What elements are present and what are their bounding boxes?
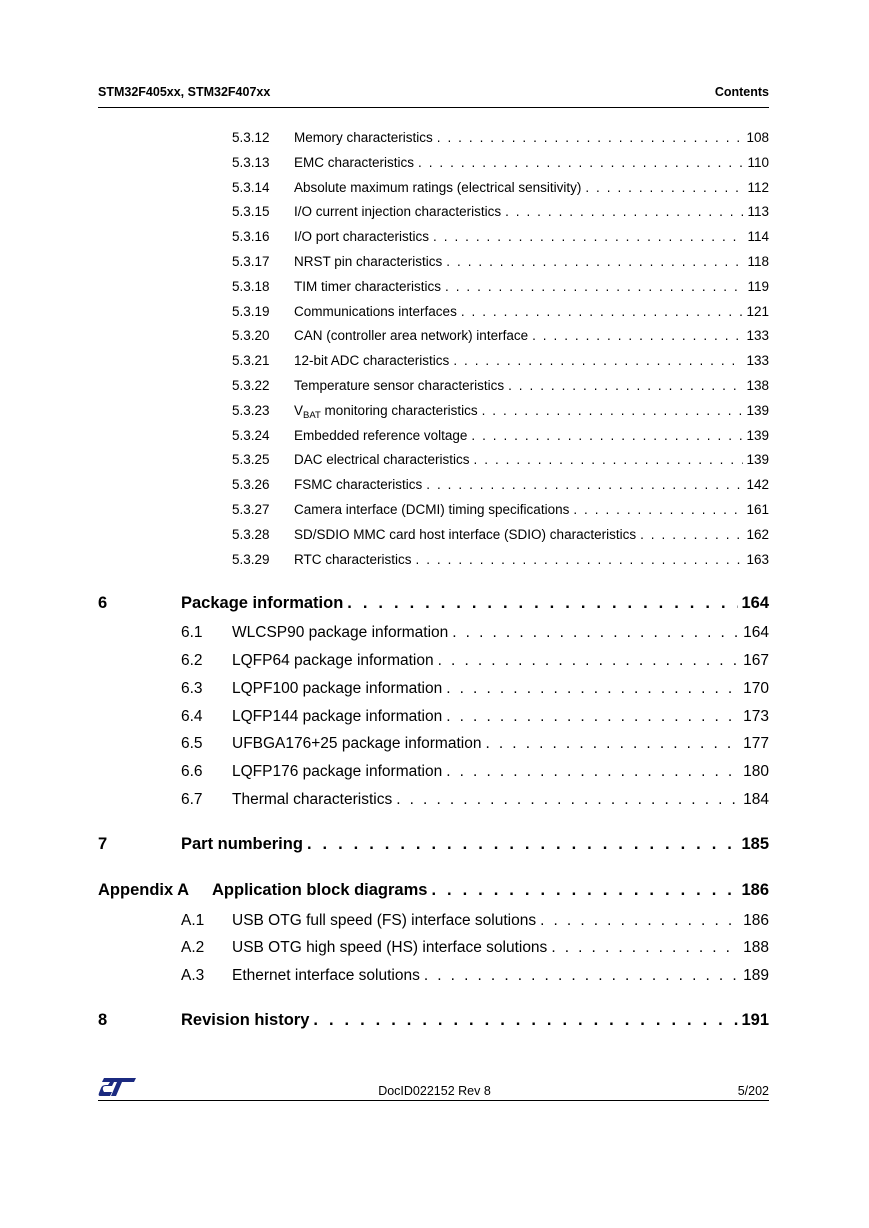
entry-title: Absolute maximum ratings (electrical sensitivity)	[294, 180, 582, 195]
toc-entry-5-3-22[interactable]	[232, 378, 769, 396]
dot-leader	[438, 652, 741, 670]
entry-number: 6.5	[181, 735, 203, 752]
dot-leader	[307, 835, 739, 854]
entry-number: 5.3.26	[232, 477, 270, 492]
toc-entry-6-3[interactable]	[181, 680, 769, 700]
entry-title: 12-bit ADC characteristics	[294, 353, 450, 368]
toc-entry-a-2[interactable]	[181, 939, 769, 959]
dot-leader	[551, 939, 740, 957]
chapter-page: 186	[741, 881, 769, 899]
toc-entry-5-3-15[interactable]	[232, 204, 769, 222]
entry-number: 5.3.13	[232, 155, 270, 170]
dot-leader	[640, 527, 743, 542]
toc-entry-6-5[interactable]	[181, 735, 769, 755]
chapter-number: Appendix A	[98, 881, 190, 899]
dot-leader	[437, 130, 744, 145]
header-doc-title: STM32F405xx, STM32F407xx	[98, 85, 271, 99]
toc-entry-6-1[interactable]	[181, 624, 769, 644]
entry-title: TIM timer characteristics	[294, 279, 442, 294]
chapter-title: Revision history	[181, 1011, 310, 1029]
entry-number: 5.3.19	[232, 304, 270, 319]
entry-page: 163	[746, 552, 769, 567]
entry-title: EMC characteristics	[294, 155, 415, 170]
dot-leader	[418, 155, 744, 170]
dot-leader	[453, 353, 743, 368]
toc-entry-5-3-13[interactable]	[232, 155, 769, 173]
dot-leader	[426, 477, 743, 492]
toc-entry-5-3-21[interactable]	[232, 353, 769, 371]
entry-title-rest: monitoring characteristics	[320, 403, 478, 418]
dot-leader	[446, 680, 740, 698]
entry-page: 139	[746, 403, 769, 418]
entry-page: 119	[747, 279, 769, 294]
toc-entry-6-4[interactable]	[181, 708, 769, 728]
entry-title: LQPF100 package information	[232, 680, 443, 697]
entry-page: 184	[743, 791, 769, 808]
toc-chapter-6[interactable]	[98, 594, 769, 616]
toc-entry-5-3-26[interactable]	[232, 477, 769, 495]
dot-leader	[396, 791, 740, 809]
toc-entry-a-1[interactable]	[181, 912, 769, 932]
entry-page: 133	[746, 328, 769, 343]
entry-page: 162	[746, 527, 769, 542]
entry-page: 114	[747, 229, 769, 244]
header-rule	[98, 107, 769, 108]
entry-number: 5.3.28	[232, 527, 270, 542]
toc-entry-5-3-16[interactable]	[232, 229, 769, 247]
dot-leader	[446, 254, 744, 269]
entry-number: 5.3.15	[232, 204, 270, 219]
chapter-title: Application block diagrams	[212, 881, 428, 899]
entry-number: 5.3.29	[232, 552, 270, 567]
entry-number: 5.3.24	[232, 428, 270, 443]
toc-entry-5-3-29[interactable]	[232, 552, 769, 570]
dot-leader	[471, 428, 743, 443]
entry-title: Ethernet interface solutions	[232, 967, 420, 984]
entry-page: 108	[746, 130, 769, 145]
entry-number: 5.3.12	[232, 130, 270, 145]
vbat-symbol: V	[294, 403, 304, 418]
toc-entry-6-2[interactable]	[181, 652, 769, 672]
entry-title: UFBGA176+25 package information	[232, 735, 482, 752]
entry-page: 167	[743, 652, 769, 669]
entry-page: 161	[746, 502, 769, 517]
entry-page: 139	[746, 452, 769, 467]
entry-page: 121	[746, 304, 769, 319]
entry-title: SD/SDIO MMC card host interface (SDIO) characteristics	[294, 527, 637, 542]
entry-title: I/O port characteristics	[294, 229, 430, 244]
entry-title: Temperature sensor characteristics	[294, 378, 505, 393]
entry-number: 5.3.27	[232, 502, 270, 517]
entry-title: CAN (controller area network) interface	[294, 328, 529, 343]
entry-title: USB OTG high speed (HS) interface solutions	[232, 939, 548, 956]
entry-number: 5.3.16	[232, 229, 270, 244]
entry-number: 5.3.23	[232, 403, 270, 418]
dot-leader	[433, 229, 744, 244]
entry-page: 177	[743, 735, 769, 752]
entry-page: 180	[743, 763, 769, 780]
chapter-title: Part numbering	[181, 835, 303, 853]
dot-leader	[482, 403, 744, 418]
chapter-title: Package information	[181, 594, 344, 612]
dot-leader	[573, 502, 743, 517]
entry-number: 5.3.22	[232, 378, 270, 393]
entry-page: 170	[743, 680, 769, 697]
toc-entry-5-3-28[interactable]	[232, 527, 769, 545]
entry-number: A.3	[181, 967, 205, 984]
chapter-page: 164	[741, 594, 769, 612]
entry-title: Thermal characteristics	[232, 791, 393, 808]
dot-leader	[431, 881, 738, 900]
dot-leader	[540, 912, 740, 930]
entry-page: 164	[743, 624, 769, 641]
entry-page: 113	[747, 204, 769, 219]
dot-leader	[445, 279, 744, 294]
entry-page: 142	[746, 477, 769, 492]
entry-title: USB OTG full speed (FS) interface solutions	[232, 912, 537, 929]
toc-entry-5-3-23[interactable]	[232, 403, 769, 421]
chapter-number: 6	[98, 594, 108, 612]
dot-leader	[446, 708, 740, 726]
toc-entry-5-3-14[interactable]	[232, 180, 769, 198]
entry-number: 5.3.14	[232, 180, 270, 195]
entry-number: 6.3	[181, 680, 203, 697]
entry-title	[294, 403, 482, 421]
entry-page: 189	[743, 967, 769, 984]
toc-entry-5-3-12[interactable]	[232, 130, 769, 148]
dot-leader	[446, 763, 740, 781]
toc-chapter-7[interactable]	[98, 835, 769, 857]
toc-entry-6-7[interactable]	[181, 791, 769, 811]
entry-number: 6.2	[181, 652, 203, 669]
entry-page: 118	[747, 254, 769, 269]
dot-leader	[505, 204, 744, 219]
footer-rule	[98, 1100, 769, 1101]
entry-title: Camera interface (DCMI) timing specifications	[294, 502, 570, 517]
dot-leader	[347, 594, 738, 613]
toc-entry-6-6[interactable]	[181, 763, 769, 783]
entry-number: A.2	[181, 939, 205, 956]
entry-number: 5.3.20	[232, 328, 270, 343]
entry-number: 5.3.25	[232, 452, 270, 467]
entry-number: 6.7	[181, 791, 203, 808]
footer-page-number: 5/202	[737, 1084, 769, 1098]
toc-entry-5-3-18[interactable]	[232, 279, 769, 297]
entry-page: 138	[746, 378, 769, 393]
entry-title: Communications interfaces	[294, 304, 457, 319]
toc-entry-5-3-17[interactable]	[232, 254, 769, 272]
entry-number: A.1	[181, 912, 205, 929]
entry-title: LQFP144 package information	[232, 708, 443, 725]
vbat-subscript: BAT	[303, 410, 321, 421]
entry-page: 110	[747, 155, 769, 170]
dot-leader	[416, 552, 744, 567]
dot-leader	[452, 624, 740, 642]
entry-title: I/O current injection characteristics	[294, 204, 502, 219]
chapter-number: 7	[98, 835, 108, 853]
entry-title: Memory characteristics	[294, 130, 433, 145]
dot-leader	[508, 378, 743, 393]
entry-title: WLCSP90 package information	[232, 624, 449, 641]
entry-title: LQFP64 package information	[232, 652, 434, 669]
toc-entry-5-3-20[interactable]	[232, 328, 769, 346]
entry-title: DAC electrical characteristics	[294, 452, 470, 467]
entry-number: 6.6	[181, 763, 203, 780]
dot-leader	[585, 180, 744, 195]
footer-doc-id: DocID022152 Rev 8	[378, 1084, 491, 1098]
toc-entry-a-3[interactable]	[181, 967, 769, 987]
entry-page: 186	[743, 912, 769, 929]
entry-title: FSMC characteristics	[294, 477, 423, 492]
toc-appendix-a[interactable]	[98, 881, 769, 903]
toc-chapter-8[interactable]	[98, 1011, 769, 1033]
toc-entry-5-3-19[interactable]	[232, 304, 769, 322]
dot-leader	[485, 735, 740, 753]
entry-page: 112	[747, 180, 769, 195]
entry-number: 5.3.18	[232, 279, 270, 294]
toc-entry-5-3-24[interactable]	[232, 428, 769, 446]
toc-entry-5-3-27[interactable]	[232, 502, 769, 520]
dot-leader	[313, 1011, 738, 1030]
entry-title: NRST pin characteristics	[294, 254, 443, 269]
entry-title: RTC characteristics	[294, 552, 412, 567]
chapter-number: 8	[98, 1011, 108, 1029]
entry-page: 139	[746, 428, 769, 443]
entry-title: LQFP176 package information	[232, 763, 443, 780]
entry-page: 133	[746, 353, 769, 368]
chapter-page: 191	[741, 1011, 769, 1029]
entry-number: 5.3.17	[232, 254, 270, 269]
entry-number: 6.4	[181, 708, 203, 725]
entry-title: Embedded reference voltage	[294, 428, 468, 443]
entry-page: 188	[743, 939, 769, 956]
entry-number: 6.1	[181, 624, 203, 641]
toc-entry-5-3-25[interactable]	[232, 452, 769, 470]
chapter-page: 185	[741, 835, 769, 853]
dot-leader	[532, 328, 743, 343]
entry-number: 5.3.21	[232, 353, 270, 368]
dot-leader	[461, 304, 744, 319]
dot-leader	[424, 967, 740, 985]
dot-leader	[474, 452, 744, 467]
entry-page: 173	[743, 708, 769, 725]
header-section-name: Contents	[714, 85, 769, 99]
